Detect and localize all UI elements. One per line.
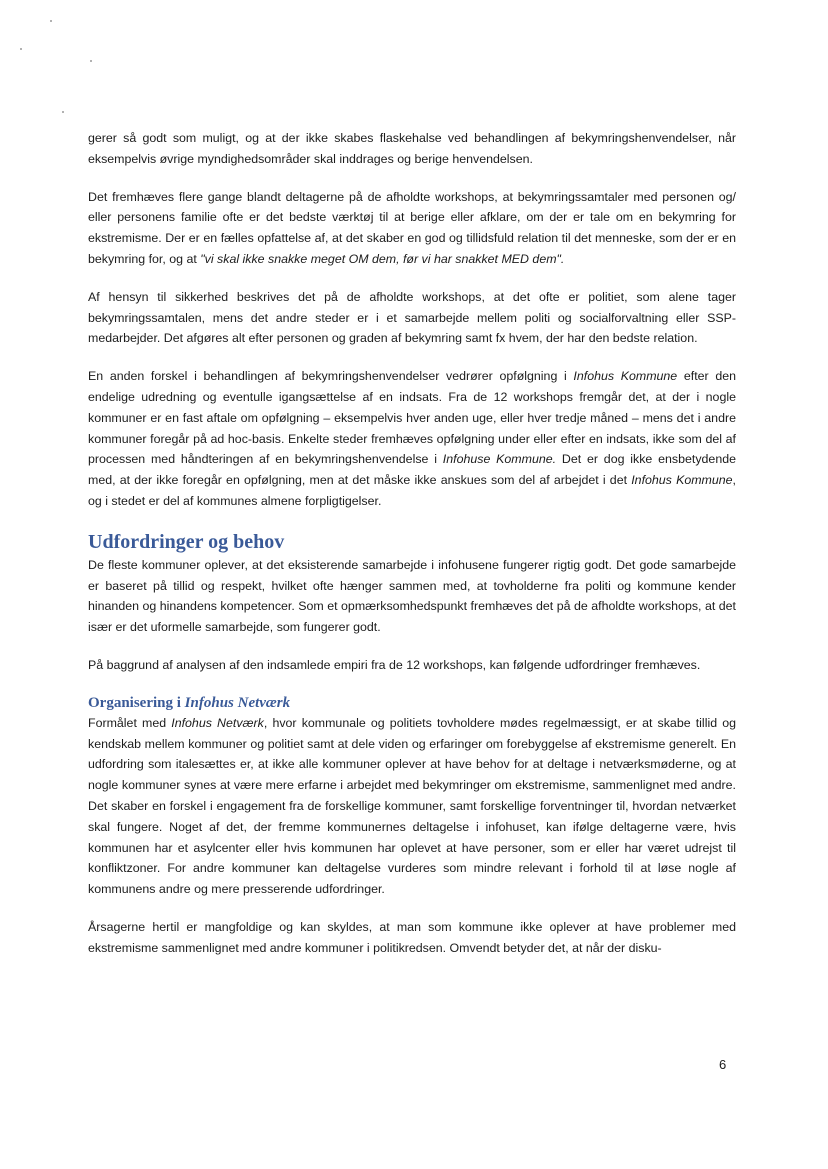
paragraph-group-intro	[88, 128, 736, 512]
text-run: En anden forskel i behandlingen af bekymringshenvendelser vedrører opfølgning i	[88, 369, 574, 384]
italic-text-run: "vi skal ikke snakke meget OM dem, før vi har snakket MED dem".	[200, 251, 565, 266]
italic-text-run: Infohus Netværk	[184, 694, 291, 711]
italic-text-run: Infohus Kommune	[573, 369, 678, 384]
text-run: På baggrund af analysen af den indsamlede empiri fra de 12 workshops, kan følgende udfordringer fremhæves.	[88, 657, 701, 672]
text-run: Det er dog ikke ensbetydende med, at der ikke foregår en opfølgning, men at det måske ikke anskues som del af arbejdet i det	[88, 452, 736, 488]
body-paragraph	[88, 287, 736, 349]
subsection-heading	[88, 693, 736, 713]
scan-speck	[90, 60, 92, 62]
body-paragraph	[88, 713, 736, 900]
body-paragraph	[88, 366, 736, 512]
scan-speck	[50, 20, 52, 22]
italic-text-run: Infohuse Kommune.	[442, 452, 557, 467]
text-run: Det fremhæves flere gange blandt deltagerne på de afholdte workshops, at bekymringssamtaler med personen og/ eller personens familie ofte er det bedste værktøj til at berige eller afklare, om der er tale om en bekymring for ekstremisme. Der er en fælles opfattelse af, at det skaber en god og tillidsfuld relation til det menneske, som der er en bekymring for, og at	[88, 189, 736, 266]
section-heading: Udfordringer og behov	[88, 530, 285, 553]
paragraph-group-network	[88, 713, 736, 959]
text-run: Organisering i	[88, 694, 185, 711]
text-run: , hvor kommunale og politiets tovholdere mødes regelmæssigt, er at skabe tillid og kendskab mellem kommuner og politiet samt at dele viden og erfaringer om forebyggelse af ekstremisme generelt. En udfordring som italesættes er, at ikke alle kommuner oplever at have behov for at deltage i netværksmøderne, og at nogle kommuner synes at være mere erfarne i arbejdet med bekymringer om ekstremisme, sammenlignet med andre. Det skaber en forskel i engagement fra de forskellige kommuner, samt forskellige forventninger til, hvordan netværket skal fungere. Noget af det, der fremme kommunernes deltagelse i infohuset, kan ifølge deltagerne være, hvis kommunen har et asylcenter eller hvis kommunen har oplevet at have personer, som er eller har været udrejst til konfliktzoner. For andre kommuner kan deltagelse vurderes som mindre relevant i forhold til at løse nogle af kommunens andre og mere presserende udfordringer.	[88, 715, 737, 897]
scan-speck	[20, 48, 22, 50]
paragraph-group-challenges	[88, 555, 736, 676]
text-run: efter den endelige udredning og eventulle igangsættelse af en indsats. Fra de 12 workshops fremgår det, at der i nogle kommuner er en fast aftale om opfølgning – eksempelvis hver anden uge, eller hver tredje måned – mens det i andre kommuner foregår på ad hoc-basis. Enkelte steder fremhæves opfølgning under eller efter en indsats, ikke som del af processen med håndteringen af en bekymringshenvendelse i	[88, 369, 736, 467]
page-number: 6	[719, 1057, 727, 1072]
scan-speck	[62, 111, 64, 113]
body-paragraph	[88, 917, 736, 959]
italic-text-run: Infohus Kommune	[631, 473, 733, 488]
text-run: De fleste kommuner oplever, at det eksisterende samarbejde i infohusene fungerer rigtig godt. Det gode samarbejde er baseret på tillid og respekt, hvilket ofte hænger sammen med, at tovholderne fra politi og kommune kender hinanden og hinandens kompetencer. Som et opmærksomhedspunkt fremhæves det på de afholdte workshops, at det især er det uformelle samarbejde, som fungerer godt.	[88, 557, 736, 635]
body-paragraph	[88, 128, 736, 170]
text-run: Af hensyn til sikkerhed beskrives det på de afholdte workshops, at det ofte er politiet, som alene tager bekymringssamtalen, mens det andre steder er i et samarbejde mellem politi og socialforvaltning eller SSP-medarbejder. Det afgøres alt efter personen og graden af bekymring samt fx hvem, der har den bedste relation.	[88, 289, 736, 346]
text-run: , og i stedet er del af kommunes almene forpligtigelser.	[88, 473, 736, 508]
italic-text-run: Infohus Netværk	[171, 715, 264, 730]
document-body	[88, 128, 736, 976]
body-paragraph	[88, 655, 736, 676]
text-run: gerer så godt som muligt, og at der ikke skabes flaskehalse ved behandlingen af bekymringshenvendelser, når eksempelvis øvrige myndighedsområder skal inddrages og berige henvendelsen.	[88, 131, 736, 166]
body-paragraph	[88, 555, 736, 638]
body-paragraph	[88, 187, 736, 270]
text-run: Formålet med	[88, 715, 172, 730]
text-run: Årsagerne hertil er mangfoldige og kan skyldes, at man som kommune ikke oplever at have problemer med ekstremisme sammenlignet med andre kommuner i politikredsen. Omvendt betyder det, at når der disku-	[88, 919, 736, 955]
